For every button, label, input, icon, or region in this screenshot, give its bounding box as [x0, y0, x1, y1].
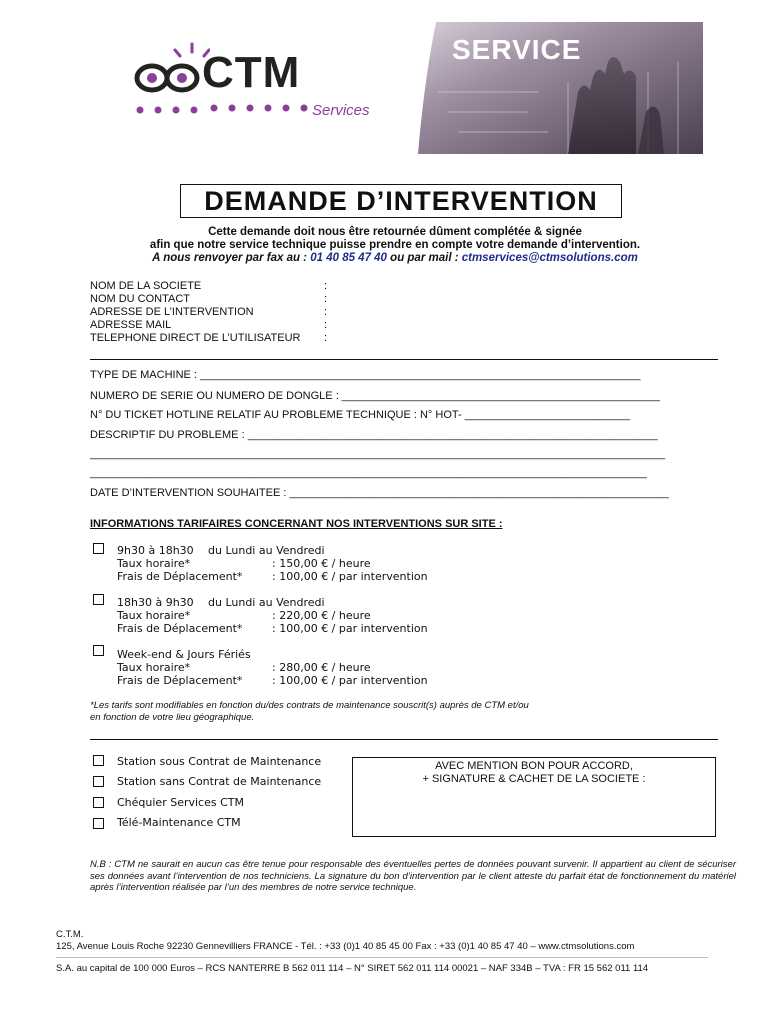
intro-line-3 [60, 251, 730, 265]
travel-fee-value: : 100,00 € / par intervention [272, 674, 428, 687]
intro-fax-prefix: A nous renvoyer par fax au : [152, 252, 311, 264]
field-colon: : [324, 332, 328, 344]
pricing-section-title: INFORMATIONS TARIFAIRES CONCERNANT NOS INTERVENTIONS SUR SITE : [90, 518, 503, 530]
field-colon: : [324, 319, 328, 331]
nb-disclaimer: N.B : CTM ne saurait en aucun cas être tenue pour responsable des éventuelles pertes de données pouvant survenir. Il appartient au client de sécuriser ses données avant l’intervention de nos techniciens. La signature du bon d’intervention par le client atteste du parfait état de fonctionnement du matériel après l’intervention réalisée par l’un des membres de notre service technique. [90, 859, 736, 893]
contract-option-label: Chéquier Services CTM [117, 796, 244, 809]
footer-address: 125, Avenue Louis Roche 92230 Gennevilliers FRANCE - Tél. : +33 (0)1 40 85 45 00 Fax : +33 (0)1 40 85 47 40 – www.ctmsolutions.com [56, 941, 635, 952]
divider [90, 739, 718, 740]
field-direct-phone: TELEPHONE DIRECT DE L’UTILISATEUR [90, 332, 301, 344]
field-email-address: ADRESSE MAIL [90, 319, 172, 331]
problem-description-field[interactable]: DESCRIPTIF DU PROBLEME : ___________________________________________________________________ [90, 429, 658, 441]
divider [90, 359, 718, 360]
travel-fee-label: Frais de Déplacement* [117, 674, 243, 687]
banner-title: SERVICE [452, 34, 582, 65]
logo-dots [210, 102, 310, 114]
intervention-date-field[interactable]: DATE D’INTERVENTION SOUHAITEE : ______________________________________________________________ [90, 487, 669, 499]
logo-text: CTM [202, 48, 301, 97]
contract-option-label: Station sans Contrat de Maintenance [117, 775, 322, 788]
intro-line-1: Cette demande doit nous être retournée dûment complétée & signée [208, 226, 582, 238]
travel-fee-label: Frais de Déplacement* [117, 622, 243, 635]
tele-maintenance-checkbox[interactable] [93, 818, 104, 829]
field-colon: : [324, 306, 328, 318]
option-period: 18h30 à 9h30 [117, 596, 194, 609]
contract-option-label: Télé-Maintenance CTM [117, 816, 241, 829]
email-link[interactable]: ctmservices@ctmsolutions.com [461, 252, 638, 264]
signature-box-line-1: AVEC MENTION BON POUR ACCORD, [435, 760, 633, 772]
contract-maintenance-checkbox[interactable] [93, 755, 104, 766]
footer-legal: S.A. au capital de 100 000 Euros – RCS NANTERRE B 562 011 114 – N° SIRET 562 011 114 00021 – NAF 334B – TVA : FR 15 562 011 114 [56, 963, 649, 974]
no-contract-checkbox[interactable] [93, 776, 104, 787]
intro-mail-prefix: ou par mail : [386, 252, 462, 264]
travel-fee-value: : 100,00 € / par intervention [272, 622, 428, 635]
hourly-rate-value: : 150,00 € / heure [272, 557, 371, 570]
footer-divider [56, 957, 708, 958]
hourly-rate-label: Taux horaire* [117, 609, 191, 622]
option-weekday-day-checkbox[interactable] [93, 543, 104, 554]
field-company-name: NOM DE LA SOCIETE [90, 280, 202, 292]
field-contact-name: NOM DU CONTACT [90, 293, 191, 305]
hourly-rate-value: : 220,00 € / heure [272, 609, 371, 622]
option-period: Week-end & Jours Fériés [117, 648, 251, 661]
signature-box-line-2: + SIGNATURE & CACHET DE LA SOCIETE : [422, 773, 646, 785]
travel-fee-label: Frais de Déplacement* [117, 570, 243, 583]
field-colon: : [324, 293, 328, 305]
signature-box[interactable] [352, 757, 716, 837]
hourly-rate-value: : 280,00 € / heure [272, 661, 371, 674]
pricing-note-line-2: en fonction de votre lieu géographique. [90, 712, 255, 723]
contract-option-label: Station sous Contrat de Maintenance [117, 755, 322, 768]
option-days: du Lundi au Vendredi [208, 544, 325, 557]
footer-company: C.T.M. [56, 929, 84, 940]
document-title: DEMANDE D’INTERVENTION [180, 184, 622, 218]
hotline-ticket-field[interactable]: N° DU TICKET HOTLINE RELATIF AU PROBLEME TECHNIQUE : N° HOT- ___________________________ [90, 409, 630, 421]
field-colon: : [324, 280, 328, 292]
problem-description-line[interactable]: ___________________________________________________________________________________________ [90, 467, 647, 479]
machine-type-field[interactable]: TYPE DE MACHINE : ________________________________________________________________________ [90, 369, 641, 381]
option-period: 9h30 à 18h30 [117, 544, 194, 557]
option-days: du Lundi au Vendredi [208, 596, 325, 609]
fax-number: 01 40 85 47 40 [310, 252, 387, 264]
pricing-note-line-1: *Les tarifs sont modifiables en fonction du/des contrats de maintenance souscrit(s) auprès de CTM et/ou [90, 700, 529, 711]
hourly-rate-label: Taux horaire* [117, 557, 191, 570]
intro-line-2: afin que notre service technique puisse prendre en compte votre demande d’intervention. [149, 239, 641, 251]
ctm-logo-icon [130, 40, 210, 120]
field-intervention-address: ADRESSE DE L’INTERVENTION [90, 306, 254, 318]
option-weekend-checkbox[interactable] [93, 645, 104, 656]
hourly-rate-label: Taux horaire* [117, 661, 191, 674]
service-banner [418, 22, 703, 154]
logo-subtitle: Services [312, 102, 370, 119]
serial-number-field[interactable]: NUMERO DE SERIE OU NUMERO DE DONGLE : ____________________________________________________ [90, 390, 660, 402]
travel-fee-value: : 100,00 € / par intervention [272, 570, 428, 583]
ctm-logo [130, 40, 390, 120]
option-weekday-night-checkbox[interactable] [93, 594, 104, 605]
cheque-services-checkbox[interactable] [93, 797, 104, 808]
problem-description-line[interactable]: ______________________________________________________________________________________________ [90, 448, 666, 460]
